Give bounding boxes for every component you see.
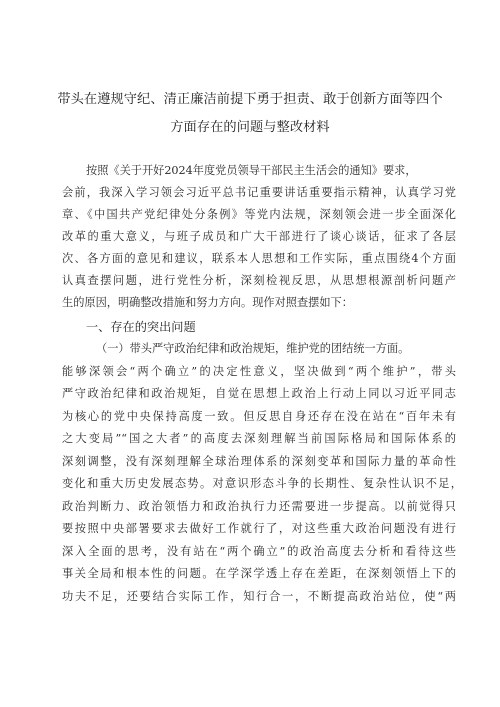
body-line: 事关全局和根本性的问题。在学深学透上存在差距，在深刻领悟上下的 bbox=[62, 567, 456, 580]
body-line: 为核心的党中央保持高度一致。但反思自身还存在没在站在“百年未有 bbox=[62, 410, 456, 423]
intro-line: 会前，我深入学习领会习近平总书记重要讲话重要指示精神，认真学习党 bbox=[62, 186, 456, 199]
intro-line: 按照《关于开好2024年度党员领导干部民主生活会的通知》要求， bbox=[86, 164, 417, 177]
intro-line: 次、各方面的意见和建议，联系本人思想和工作实际，重点围绕4个方面 bbox=[62, 252, 456, 265]
intro-line: 改革的重大意义，与班子成员和广大干部进行了谈心谈话，征求了各层 bbox=[62, 230, 456, 243]
intro-line: 生的原因，明确整改措施和努力方向。现作对照查摆如下： bbox=[62, 296, 353, 309]
body-line: 政治判断力、政治领悟力和政治执行力还需要进一步提高。以前觉得只 bbox=[62, 500, 456, 513]
body-line: 深刻调整，没有深刻理解全球治理体系的深刻变革和国际力量的革命性 bbox=[62, 455, 456, 468]
body-line: 变化和重大历史发展态势。对意识形态斗争的长期性、复杂性认识不足， bbox=[62, 477, 462, 490]
document-title-line-2: 方面存在的问题与整改材料 bbox=[170, 120, 330, 135]
body-line: 深入全面的思考，没有站在“两个确立”的政治高度去分析和看待这些 bbox=[62, 545, 456, 558]
body-line: 之大变局”“国之大者”的高度去深刻理解当前国际格局和国际体系的 bbox=[62, 432, 456, 445]
document-title-line-1: 带头在遵规守纪、清正廉洁前提下勇于担责、敢于创新方面等四个 bbox=[57, 92, 443, 107]
subsection-heading: （一）带头严守政治纪律和政治规矩，维护党的团结统一方面。 bbox=[96, 342, 410, 355]
body-line: 要按照中央部署要求去做好工作就行了，对这些重大政治问题没有进行 bbox=[62, 522, 456, 535]
intro-line: 章、《中国共产党纪律处分条例》等党内法规，深刻领会进一步全面深化 bbox=[62, 208, 456, 221]
body-line: 能够深领会“两个确立”的决定性意义，坚决做到“两个维护”，带头 bbox=[62, 365, 456, 378]
body-line: 功夫不足，还要结合实际工作，知行合一，不断提高政治站位，使“两 bbox=[62, 590, 456, 603]
section-heading: 一、存在的突出问题 bbox=[86, 320, 196, 334]
body-line: 严守政治纪律和政治规矩，自觉在思想上政治上行动上同以习近平同志 bbox=[62, 387, 456, 400]
intro-line: 认真查摆问题，进行党性分析，深刻检视反思，从思想根源剖析问题产 bbox=[62, 274, 456, 287]
